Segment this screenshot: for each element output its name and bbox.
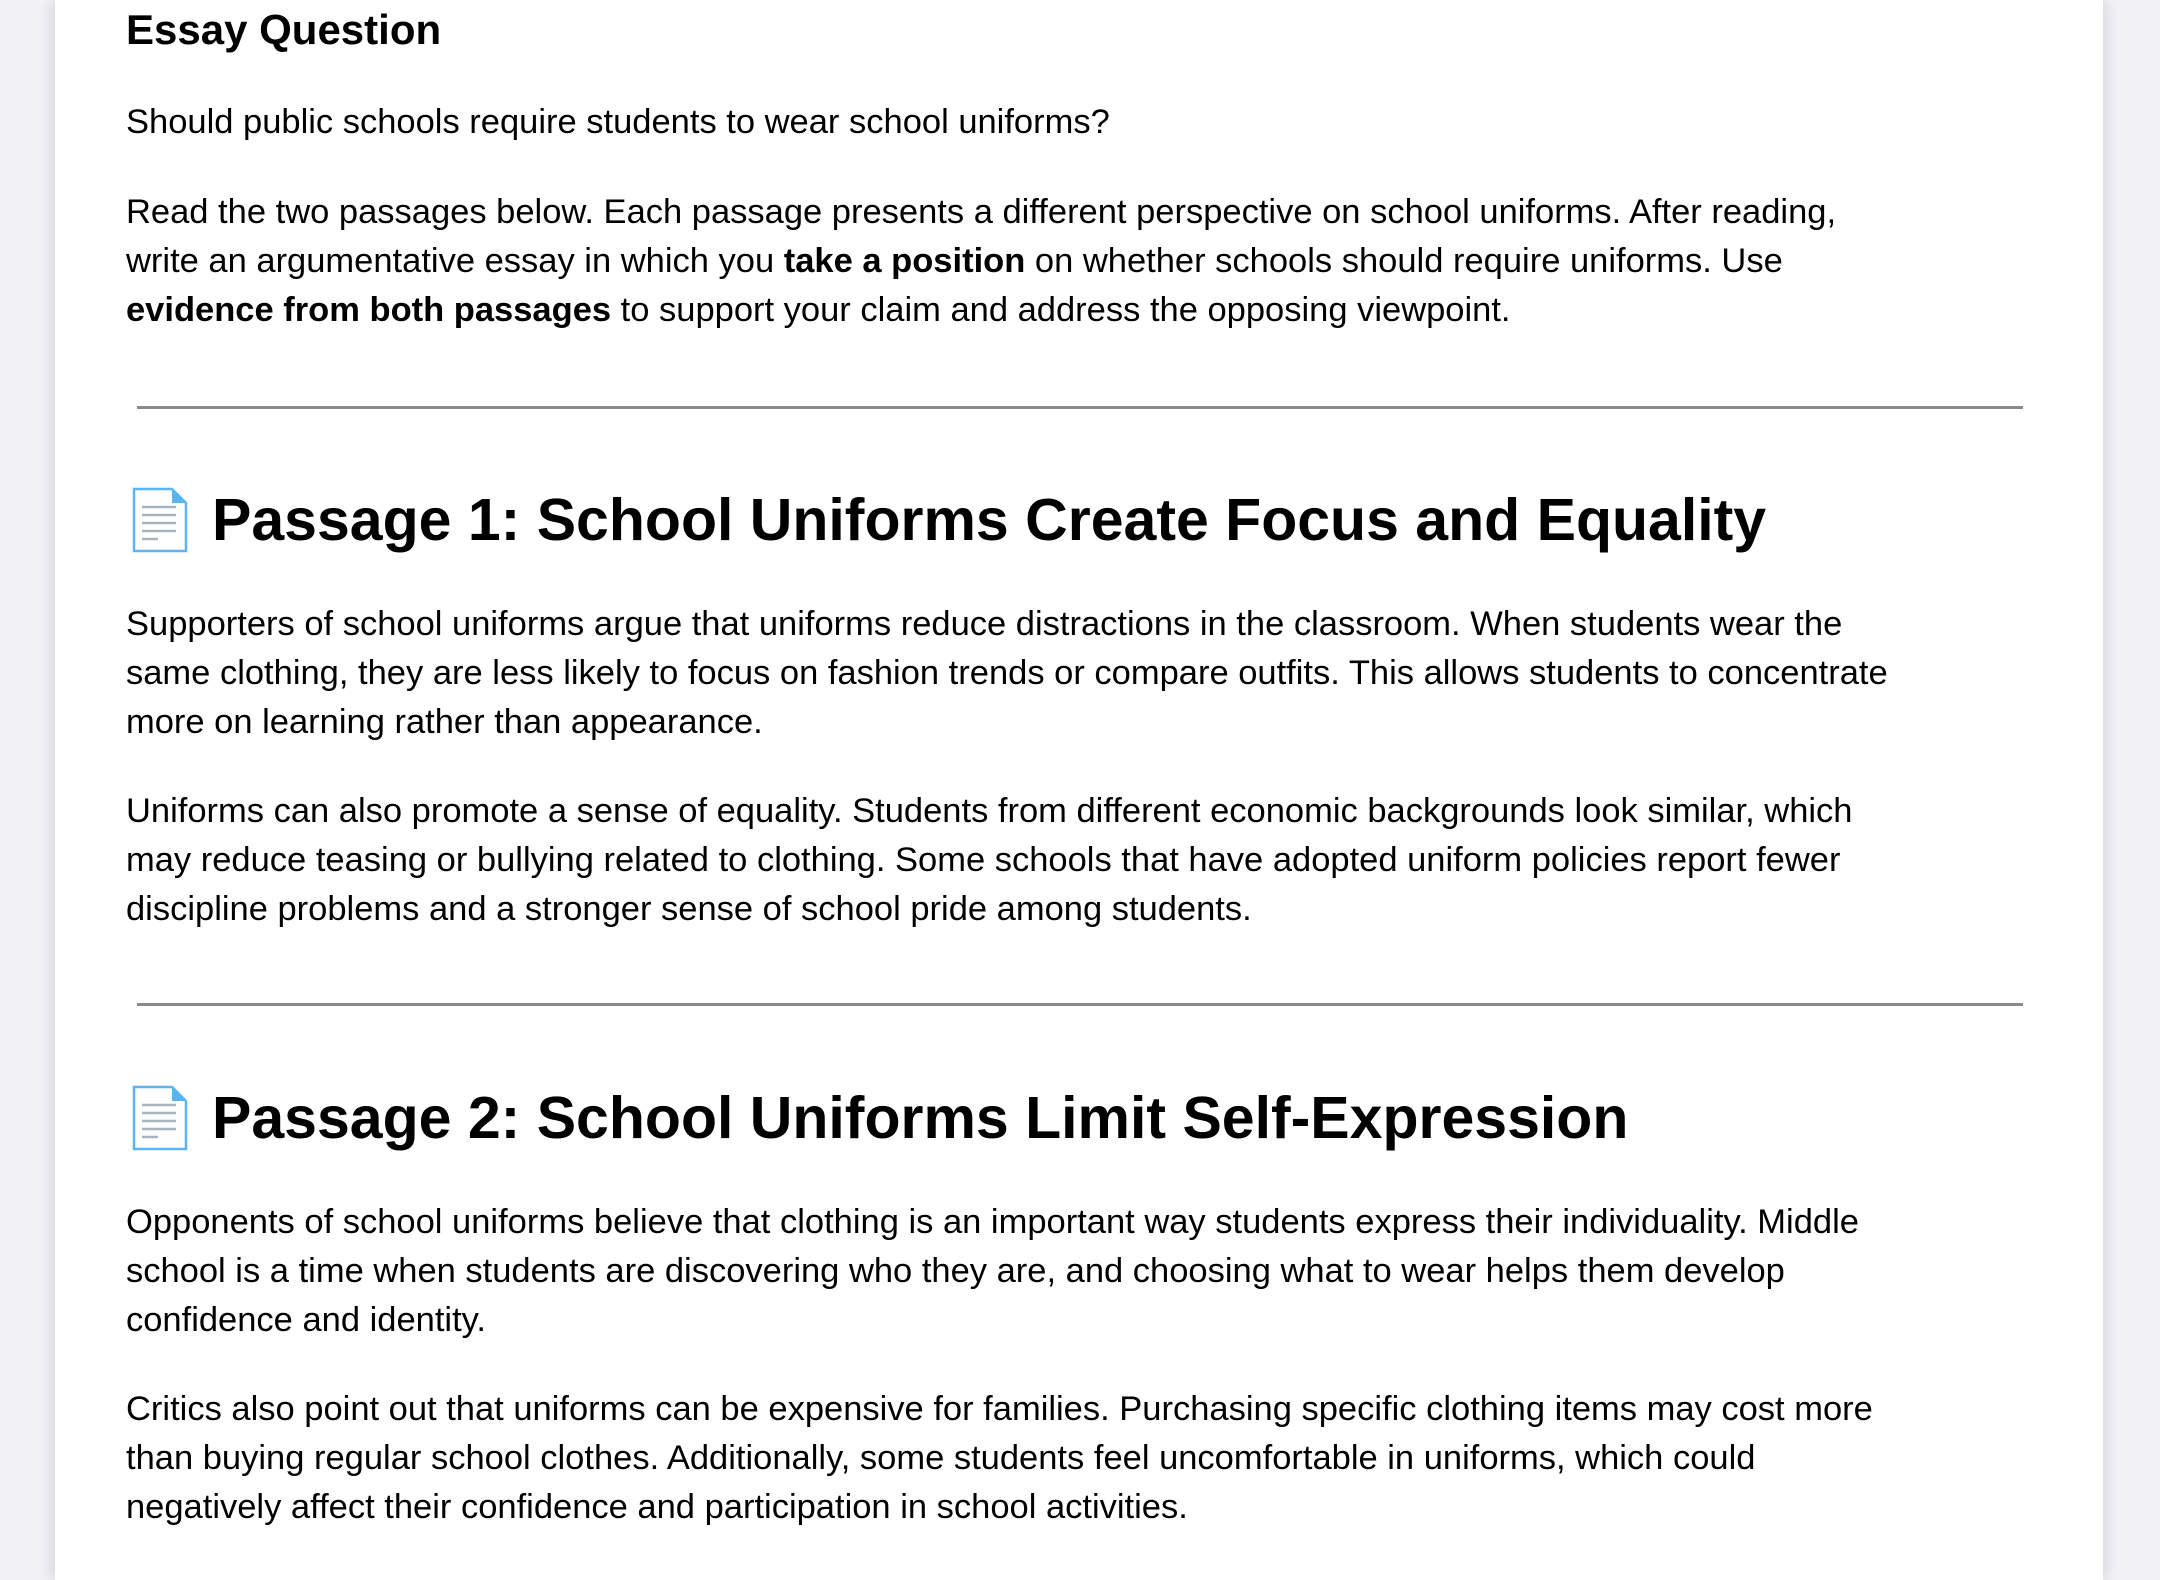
text-line: confidence and identity.: [126, 1301, 486, 1339]
text-line: more on learning rather than appearance.: [126, 703, 763, 741]
text-line: may reduce teasing or bullying related to clothing. Some schools that have adopted uniform policies report fewer: [126, 841, 1841, 879]
text-line: than buying regular school clothes. Additionally, some students feel uncomfortable in uniforms, which could: [126, 1439, 1756, 1477]
instructions-line-3: [126, 286, 2031, 335]
document-icon: [132, 1085, 188, 1151]
passage-2-paragraph-2: [126, 1385, 2031, 1532]
instructions-text: write an argumentative essay in which you: [126, 242, 784, 280]
text-line: school is a time when students are discovering who they are, and choosing what to wear helps them develop: [126, 1252, 1785, 1290]
passage-2-heading: [126, 1083, 1628, 1153]
instructions-text: to support your claim and address the opposing viewpoint.: [611, 291, 1511, 329]
document-icon: [132, 487, 188, 553]
passage-1-title: Passage 1: School Uniforms Create Focus and Equality: [212, 487, 1767, 553]
instructions-text: Read the two passages below. Each passage presents a different perspective on school uniforms. After reading,: [126, 193, 1837, 231]
essay-question-prompt: [126, 98, 2031, 147]
document-page: [55, 0, 2103, 1580]
text-line: negatively affect their confidence and participation in school activities.: [126, 1488, 1188, 1526]
essay-instructions: [126, 188, 2031, 335]
emphasis-evidence-from-both-passages: evidence from both passages: [126, 291, 612, 329]
instructions-line-1: [126, 188, 2031, 237]
passage-1-paragraph-1: [126, 600, 2031, 747]
essay-question-title: Essay Question: [126, 6, 442, 53]
instructions-text: on whether schools should require uniforms. Use: [1025, 242, 1783, 280]
section-divider: [137, 1003, 2023, 1006]
text-line: Supporters of school uniforms argue that uniforms reduce distractions in the classroom. When students wear the: [126, 605, 1843, 643]
text-line: Uniforms can also promote a sense of equality. Students from different economic backgrounds look similar, which: [126, 792, 1853, 830]
text-line: Critics also point out that uniforms can be expensive for families. Purchasing specific clothing items may cost more: [126, 1390, 1873, 1428]
passage-2-title: Passage 2: School Uniforms Limit Self-Expression: [212, 1085, 1629, 1151]
instructions-line-2: [126, 237, 2031, 286]
passage-1-heading: [126, 485, 1766, 555]
passage-2-paragraph-1: [126, 1198, 2031, 1345]
text-line: same clothing, they are less likely to focus on fashion trends or compare outfits. This allows students to concentrate: [126, 654, 1888, 692]
text-line: Opponents of school uniforms believe that clothing is an important way students express their individuality. Middle: [126, 1203, 1859, 1241]
emphasis-take-a-position: take a position: [783, 242, 1026, 280]
passage-1-paragraph-2: [126, 787, 2031, 934]
section-divider: [137, 406, 2023, 409]
question-text: Should public schools require students to wear school uniforms?: [126, 103, 1110, 141]
text-line: discipline problems and a stronger sense of school pride among students.: [126, 890, 1252, 928]
